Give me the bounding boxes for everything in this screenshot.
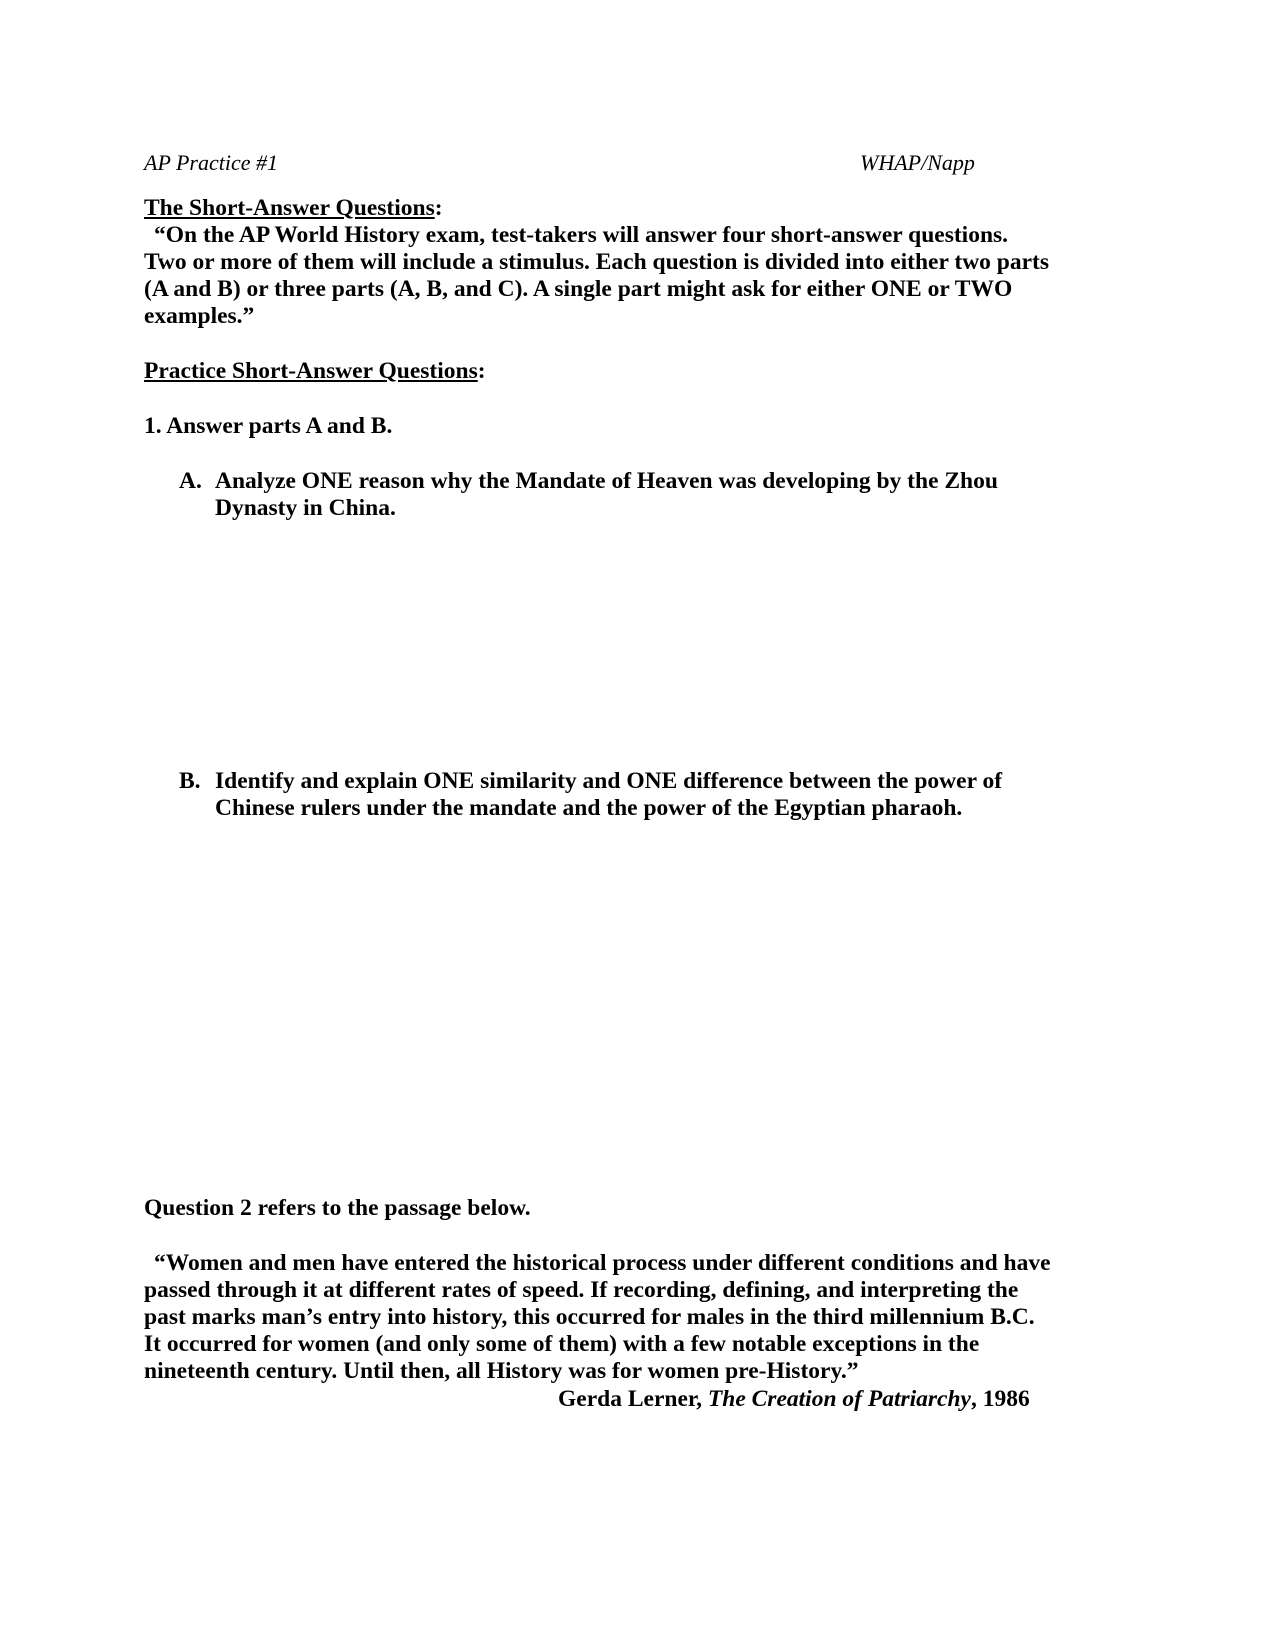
question-1a-line-2: Dynasty in China. [215, 495, 396, 521]
section-heading-short-answer [144, 195, 443, 222]
passage-line-1: “Women and men have entered the historical process under different conditions and have [154, 1250, 1051, 1276]
citation-year: , 1986 [970, 1386, 1030, 1412]
question-1b-line-2: Chinese rulers under the mandate and the power of the Egyptian pharaoh. [215, 795, 963, 821]
question-1b-letter: B. [179, 768, 201, 794]
passage-citation [558, 1386, 1030, 1413]
question-1-prompt: 1. Answer parts A and B. [144, 413, 393, 439]
header-left: AP Practice #1 [144, 150, 278, 175]
citation-work: The Creation of Patriarchy [707, 1386, 971, 1412]
citation-author: Gerda Lerner, [558, 1386, 708, 1412]
intro-line-2: Two or more of them will include a stimulus. Each question is divided into either two parts [144, 249, 1050, 275]
practice-heading-colon: : [477, 358, 486, 384]
passage-line-3: past marks man’s entry into history, this occurred for males in the third millennium B.C. [144, 1304, 1035, 1330]
section-heading-text: The Short-Answer Questions [144, 195, 435, 221]
question-1a-letter: A. [179, 468, 202, 494]
question-1b-line-1: Identify and explain ONE similarity and ONE difference between the power of [215, 768, 1003, 794]
section-heading-colon: : [434, 195, 443, 221]
passage-line-5: nineteenth century. Until then, all History was for women pre-History.” [144, 1358, 859, 1384]
question-2-intro: Question 2 refers to the passage below. [144, 1195, 531, 1221]
passage-line-4: It occurred for women (and only some of them) with a few notable exceptions in the [144, 1331, 980, 1357]
question-1a-line-1: Analyze ONE reason why the Mandate of Heaven was developing by the Zhou [215, 468, 998, 494]
section-heading-practice [144, 358, 486, 385]
practice-heading-text: Practice Short-Answer Questions [144, 358, 478, 384]
passage-line-2: passed through it at different rates of speed. If recording, defining, and interpreting the [144, 1277, 1019, 1303]
intro-line-3: (A and B) or three parts (A, B, and C). A single part might ask for either ONE or TWO [144, 276, 1013, 302]
intro-line-4: examples.” [144, 303, 255, 329]
intro-line-1: “On the AP World History exam, test-takers will answer four short-answer questions. [154, 222, 1009, 248]
header-right: WHAP/Napp [860, 150, 975, 175]
